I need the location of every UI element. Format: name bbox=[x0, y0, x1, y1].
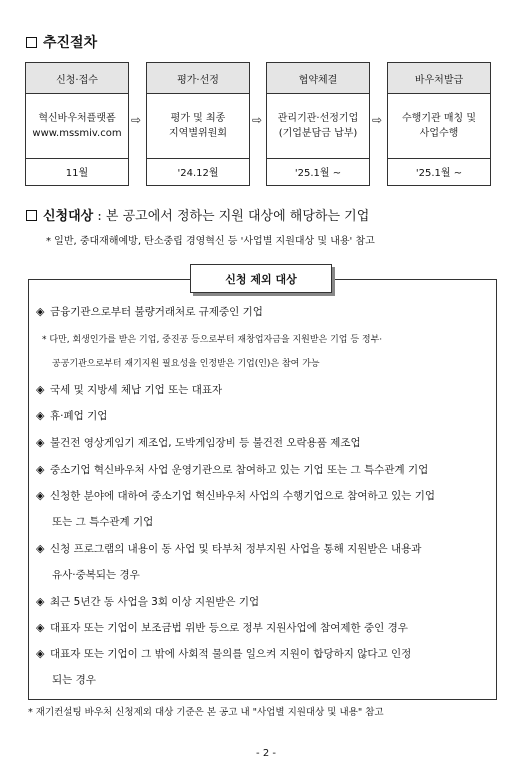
section-heading-eligibility bbox=[26, 205, 369, 224]
exclusion-item: ◈ 불건전 영상게임기 제조업, 도박게임장비 등 불건전 오락용품 제조업 bbox=[36, 436, 361, 449]
eligibility-label: 신청대상 bbox=[43, 209, 94, 224]
process-step-head: 바우처발급 bbox=[388, 63, 490, 94]
exclusion-item: ◈ 중소기업 혁신바우처 사업 운영기관으로 참여하고 있는 기업 또는 그 특수관계 기업 bbox=[36, 463, 429, 476]
section-heading-process bbox=[26, 32, 97, 52]
diamond-bullet-icon: ◈ bbox=[36, 542, 45, 555]
right-arrow-icon: ⇨ bbox=[131, 113, 142, 127]
process-step-1 bbox=[25, 62, 129, 186]
diamond-bullet-icon: ◈ bbox=[36, 383, 45, 396]
right-arrow-icon: ⇨ bbox=[372, 113, 383, 127]
process-step-time: '25.1월 ~ bbox=[294, 168, 342, 179]
checkbox-square-icon bbox=[26, 210, 37, 221]
exclusion-item: ◈ 신청한 분야에 대하여 중소기업 혁신바우처 사업의 수행기업으로 참여하고 있는 기업 bbox=[36, 489, 436, 502]
process-step-body: 평가 및 최종 지역별위원회 bbox=[147, 93, 249, 159]
exclusion-item: ◈ 대표자 또는 기업이 보조금법 위반 등으로 정부 지원사업에 참여제한 중인 경우 bbox=[36, 621, 408, 634]
process-step-body: 관리기관·선정기업 (기업분담금 납부) bbox=[267, 93, 369, 159]
exclusion-item-note: * 다만, 회생인가를 받은 기업, 중진공 등으로부터 재창업자금을 지원받은 기업 등 정부· bbox=[42, 335, 383, 345]
eligibility-note: * 일반, 중대재해예방, 탄소중립 경영혁신 등 '사업별 지원대상 및 내용' 참고 bbox=[46, 236, 375, 247]
diamond-bullet-icon: ◈ bbox=[36, 489, 45, 502]
eligibility-text: : 본 공고에서 정하는 지원 대상에 해당하는 기업 bbox=[97, 209, 370, 224]
diamond-bullet-icon: ◈ bbox=[36, 463, 45, 476]
bottom-note: * 재기컨설팅 바우처 신청제외 대상 기준은 본 공고 내 "사업별 지원대상 및 내용" 참고 bbox=[28, 707, 384, 718]
exclusion-item-continuation: 유사·중복되는 경우 bbox=[52, 569, 140, 581]
diamond-bullet-icon: ◈ bbox=[36, 647, 45, 660]
exclusion-item: ◈ 신청 프로그램의 내용이 동 사업 및 타부처 정부지원 사업을 통해 지원받은 내용과 bbox=[36, 542, 422, 555]
page-number: - 2 - bbox=[256, 748, 276, 759]
exclusion-item: ◈ 국세 및 지방세 체납 기업 또는 대표자 bbox=[36, 383, 223, 396]
diamond-bullet-icon: ◈ bbox=[36, 595, 45, 608]
exclusion-item-continuation: 되는 경우 bbox=[52, 674, 96, 686]
process-step-body: 혁신바우처플랫폼 www.mssmiv.com bbox=[26, 93, 128, 159]
exclusion-item: ◈ 최근 5년간 동 사업을 3회 이상 지원받은 기업 bbox=[36, 595, 260, 608]
diamond-bullet-icon: ◈ bbox=[36, 621, 45, 634]
process-step-head: 협약체결 bbox=[267, 63, 369, 94]
exclusion-item: ◈ 휴·폐업 기업 bbox=[36, 409, 108, 422]
process-step-body: 수행기관 매칭 및 사업수행 bbox=[388, 93, 490, 159]
process-step-head: 신청·접수 bbox=[26, 63, 128, 94]
process-step-time: '25.1월 ~ bbox=[415, 168, 463, 179]
process-step-4 bbox=[387, 62, 491, 186]
process-step-2 bbox=[146, 62, 250, 186]
process-step-3 bbox=[266, 62, 370, 186]
process-step-head: 평가·선정 bbox=[147, 63, 249, 94]
exclusion-item-continuation: 또는 그 특수관계 기업 bbox=[52, 516, 154, 528]
section-title: 추진절차 bbox=[43, 35, 98, 51]
diamond-bullet-icon: ◈ bbox=[36, 305, 45, 318]
exclusion-item: ◈ 대표자 또는 기업이 그 밖에 사회적 물의를 일으켜 지원이 합당하지 않다고 인정 bbox=[36, 647, 412, 660]
right-arrow-icon: ⇨ bbox=[252, 113, 263, 127]
exclusion-item-note: 공공기관으로부터 재기지원 필요성을 인정받은 기업(인)은 참여 가능 bbox=[52, 359, 320, 369]
exclusion-title: 신청 제외 대상 bbox=[190, 264, 332, 293]
diamond-bullet-icon: ◈ bbox=[36, 436, 45, 449]
exclusion-item: ◈ 금융기관으로부터 불량거래처로 규제중인 기업 bbox=[36, 305, 263, 318]
process-step-time: '24.12월 bbox=[177, 168, 219, 179]
diamond-bullet-icon: ◈ bbox=[36, 409, 45, 422]
process-step-time: 11월 bbox=[65, 168, 89, 179]
checkbox-square-icon bbox=[26, 37, 37, 48]
